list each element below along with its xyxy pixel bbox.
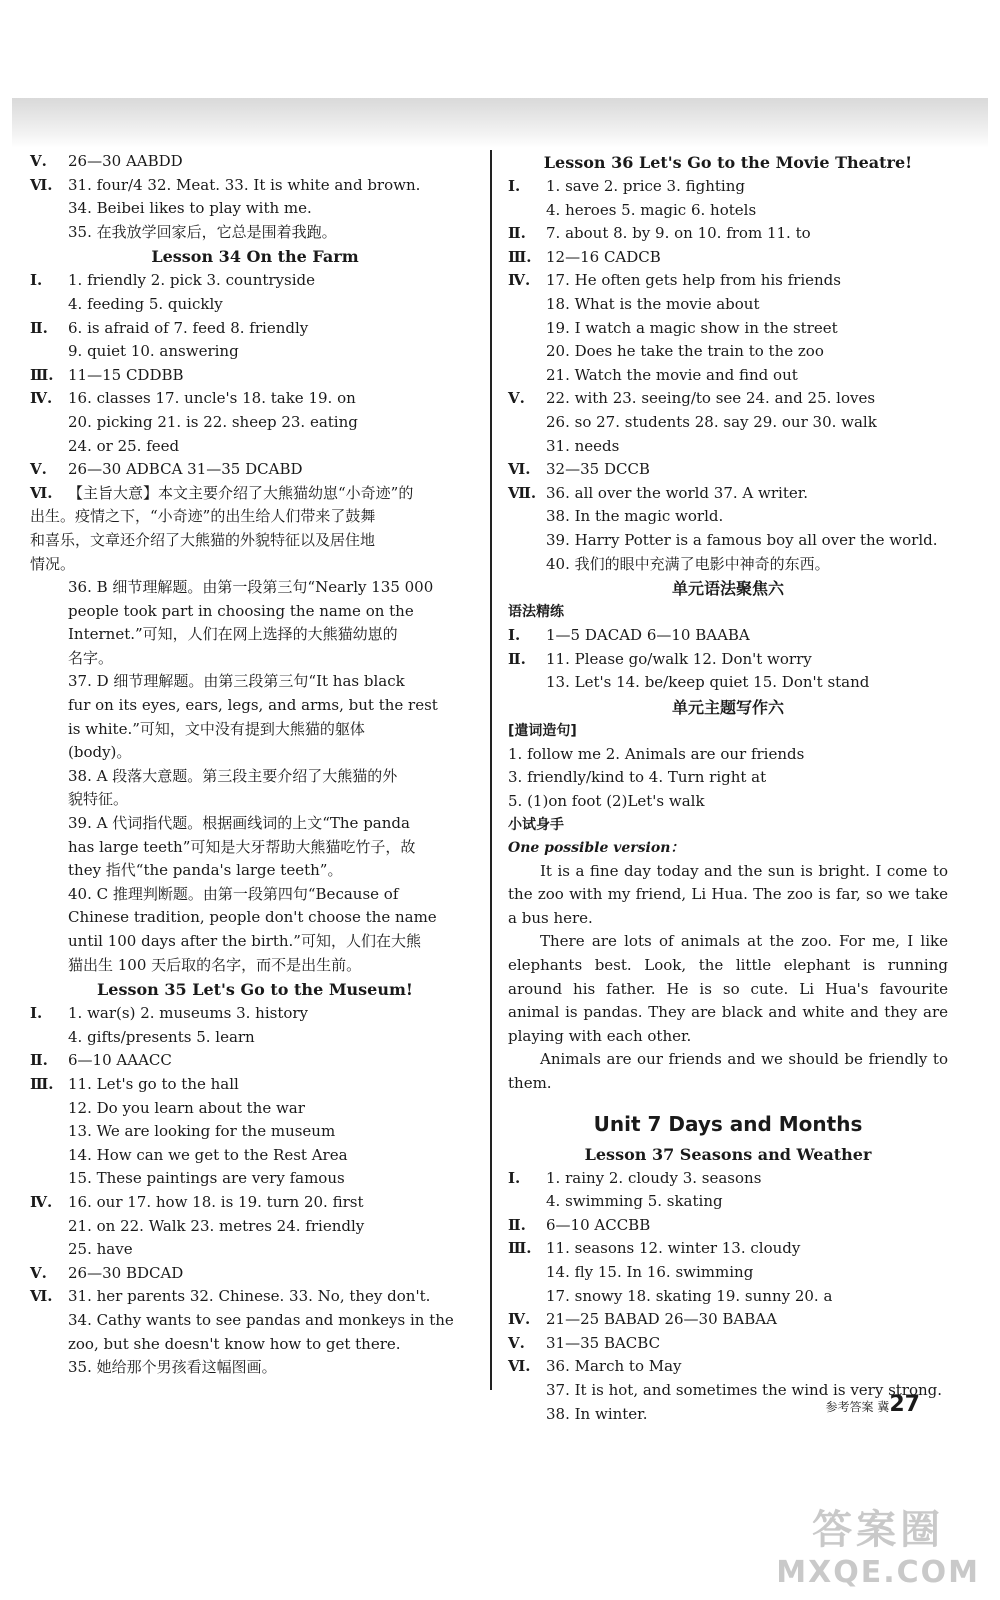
answer-line: 4. gifts/presents 5. learn: [68, 1027, 255, 1046]
answer-line: [30, 1262, 480, 1286]
answer-line: [30, 1191, 480, 1215]
answer-text: 11—15 CDDBB: [68, 365, 184, 384]
answer-line: 37. It is hot, and sometimes the wind is very strong.: [546, 1380, 943, 1399]
question-number: Ⅳ.: [508, 1310, 531, 1329]
scan-top-band: [12, 98, 988, 148]
answer-line: 猫出生 100 天后取的名字，而不是出生前。: [68, 955, 362, 974]
answer-line: 1. follow me 2. Animals are our friends: [508, 744, 805, 763]
answer-line: 5. (1)on foot (2)Let's walk: [508, 792, 705, 811]
answer-line: fur on its eyes, ears, legs, and arms, but the rest: [68, 696, 438, 715]
version-heading: One possible version：: [508, 839, 685, 856]
left-column: [30, 150, 480, 1380]
question-number: Ⅲ.: [508, 247, 532, 266]
answer-line: [508, 1332, 948, 1356]
answer-line: 20. Does he take the train to the zoo: [546, 342, 824, 361]
answer-text: 31. her parents 32. Chinese. 33. No, they don't.: [68, 1287, 431, 1306]
answer-line: 名字。: [68, 648, 114, 667]
answer-line: 12. Do you learn about the war: [68, 1098, 305, 1117]
question-number: Ⅴ.: [508, 389, 525, 408]
answer-line: [30, 1285, 480, 1309]
answer-line: people took part in choosing the name on the: [68, 601, 414, 620]
question-number: Ⅱ.: [508, 649, 526, 668]
answer-text: 1. save 2. price 3. fighting: [546, 177, 745, 195]
unit-title: Unit 7 Days and Months: [593, 1111, 863, 1136]
lesson-title: 单元主题写作六: [671, 697, 784, 717]
answer-text: 32—35 DCCB: [546, 460, 650, 479]
answer-text: 26—30 AABDD: [68, 152, 183, 170]
answer-line: 40. C 推理判断题。由第一段第四句“Because of: [68, 884, 399, 903]
answer-text: 1. war(s) 2. museums 3. history: [68, 1004, 309, 1023]
answer-line: 31. needs: [546, 436, 620, 455]
answer-text: 1. friendly 2. pick 3. countryside: [68, 271, 315, 290]
essay-text: There are lots of animals at the zoo. For me, I like elephants best. Look, the little elephant is running around his father. He is so cute. Li Hua's favourite animal is pandas. They are black and white and they are playing with each other.: [508, 932, 948, 1045]
lesson-title: Lesson 34 On the Farm: [151, 247, 359, 267]
answer-line: [508, 648, 948, 672]
essay-paragraph: [508, 1048, 948, 1095]
lesson-title: Lesson 37 Seasons and Weather: [584, 1144, 872, 1164]
answer-line: 35. 她给那个男孩看这幅图画。: [68, 1358, 277, 1377]
answer-line: [508, 624, 948, 648]
answer-text: 31. four/4 32. Meat. 33. It is white and brown.: [68, 175, 421, 194]
question-number: Ⅴ.: [30, 1263, 47, 1282]
question-number: Ⅱ.: [508, 224, 526, 243]
lesson-title: 单元语法聚焦六: [671, 579, 784, 599]
answer-line: 38. In winter.: [546, 1404, 648, 1423]
question-number: Ⅱ.: [30, 318, 48, 337]
answer-line: 和喜乐，文章还介绍了大熊猫的外貌特征以及居住地: [30, 530, 376, 549]
answer-text: 11. Let's go to the hall: [68, 1074, 239, 1093]
answer-line: 34. Cathy wants to see pandas and monkeys in the: [68, 1310, 454, 1329]
answer-line: 26. so 27. students 28. say 29. our 30. walk: [546, 412, 877, 431]
answer-line: 18. What is the movie about: [546, 294, 760, 313]
lesson-title: Lesson 36 Let's Go to the Movie Theatre!: [543, 153, 913, 172]
answer-line: [30, 387, 480, 411]
question-number: Ⅳ.: [30, 389, 53, 408]
answer-line: 19. I watch a magic show in the street: [546, 318, 838, 337]
answer-line: 40. 我们的眼中充满了电影中神奇的东西。: [546, 554, 830, 573]
question-number: Ⅴ.: [30, 152, 47, 170]
answer-line: [30, 174, 480, 198]
answer-line: [30, 1002, 480, 1026]
answer-line: [508, 482, 948, 506]
answer-text: 1. rainy 2. cloudy 3. seasons: [546, 1168, 762, 1187]
answer-text: 21—25 BABAD 26—30 BABAA: [546, 1310, 777, 1329]
essay-text: Animals are our friends and we should be friendly to them.: [508, 1050, 948, 1092]
answer-line: 貌特征。: [68, 790, 129, 809]
answer-line: [30, 458, 480, 482]
answer-text: 6—10 AAACC: [68, 1051, 172, 1070]
essay-text: It is a fine day today and the sun is bright. I come to the zoo with my friend, Li Hua. The zoo is far, so we take a bus here.: [508, 861, 948, 927]
question-number: Ⅵ.: [30, 483, 53, 502]
question-number: Ⅱ.: [30, 1051, 48, 1070]
answer-text: 17. He often gets help from his friends: [546, 271, 841, 290]
answer-text: 36. March to May: [546, 1357, 682, 1376]
answer-line: 25. have: [68, 1240, 133, 1259]
question-number: Ⅶ.: [508, 483, 537, 502]
answer-text: 11. Please go/walk 12. Don't worry: [546, 649, 812, 668]
answer-line: [508, 222, 948, 246]
question-number: Ⅳ.: [508, 271, 531, 290]
answer-line: 34. Beibei likes to play with me.: [68, 199, 312, 218]
answer-line: 4. heroes 5. magic 6. hotels: [546, 200, 757, 219]
footer-prefix: 冀: [877, 1400, 890, 1414]
right-column: [508, 150, 948, 1426]
answer-line: 35. 在我放学回家后，它总是围着我跑。: [68, 222, 337, 241]
answer-text: 6. is afraid of 7. feed 8. friendly: [68, 318, 309, 337]
answer-line: until 100 days after the birth.”可知，人们在大熊: [68, 932, 421, 950]
question-number: Ⅳ.: [30, 1192, 53, 1211]
answer-text: 【主旨大意】本文主要介绍了大熊猫幼崽“小奇迹”的: [68, 483, 414, 502]
answer-line: [508, 1308, 948, 1332]
watermark-url: MXQE.COM: [776, 1555, 980, 1590]
answer-text: 16. classes 17. uncle's 18. take 19. on: [68, 389, 356, 408]
answer-line: [30, 317, 480, 341]
answer-line: [508, 175, 948, 199]
answer-line: [508, 269, 948, 293]
answer-text: 16. our 17. how 18. is 19. turn 20. first: [68, 1192, 364, 1211]
answer-line: 13. We are looking for the museum: [68, 1122, 336, 1141]
answer-line: 24. or 25. feed: [68, 436, 180, 455]
question-number: Ⅵ.: [30, 175, 53, 194]
watermark-logo: 答案圈: [812, 1507, 945, 1553]
page-number: 27: [889, 1392, 920, 1417]
answer-text: 7. about 8. by 9. on 10. from 11. to: [546, 224, 811, 243]
answer-line: [30, 364, 480, 388]
question-number: Ⅱ.: [508, 1215, 526, 1234]
answer-line: 13. Let's 14. be/keep quiet 15. Don't stand: [546, 673, 870, 692]
question-number: Ⅴ.: [508, 1333, 525, 1352]
answer-line: 14. fly 15. In 16. swimming: [546, 1262, 754, 1281]
section-heading: [遣词造句]: [508, 722, 577, 739]
essay-paragraph: [508, 930, 948, 1048]
answer-line: 38. A 段落大意题。第三段主要介绍了大熊猫的外: [68, 766, 398, 785]
column-divider: [490, 150, 492, 1390]
answer-text: 22. with 23. seeing/to see 24. and 25. loves: [546, 389, 876, 408]
question-number: Ⅴ.: [30, 460, 47, 479]
site-watermark: [776, 1498, 980, 1590]
question-number: Ⅲ.: [30, 365, 54, 384]
answer-line: [30, 482, 480, 506]
question-number: Ⅲ.: [30, 1074, 54, 1093]
answer-line: 37. D 细节理解题。由第三段第三句“It has black: [68, 672, 405, 691]
answer-line: (body)。: [68, 743, 132, 762]
answer-line: 39. Harry Potter is a famous boy all over the world.: [546, 530, 938, 549]
answer-line: [30, 269, 480, 293]
answer-text: 26—30 ADBCA 31—35 DCABD: [68, 460, 303, 479]
page-footer: [826, 1392, 920, 1417]
question-number: Ⅰ.: [30, 1004, 43, 1023]
answer-line: they 指代“the panda's large teeth”。: [68, 861, 343, 880]
answer-line: [30, 1073, 480, 1097]
answer-line: 21. on 22. Walk 23. metres 24. friendly: [68, 1216, 365, 1235]
question-number: Ⅵ.: [30, 1287, 53, 1306]
lesson-title: Lesson 35 Let's Go to the Museum!: [97, 980, 413, 1000]
answer-line: [30, 1049, 480, 1073]
footer-label: 参考答案: [825, 1400, 874, 1414]
section-heading: 小试身手: [508, 816, 564, 833]
answer-line: is white.”可知，文中没有提到大熊猫的躯体: [68, 719, 365, 738]
answer-line: 情况。: [30, 554, 76, 573]
answer-line: 9. quiet 10. answering: [68, 342, 239, 361]
answer-line: 出生。疫情之下，“小奇迹”的出生给人们带来了鼓舞: [30, 507, 376, 526]
answer-text: 26—30 BDCAD: [68, 1263, 184, 1282]
answer-text: 11. seasons 12. winter 13. cloudy: [546, 1239, 801, 1258]
answer-line: zoo, but she doesn't know how to get there.: [68, 1334, 401, 1353]
answer-line: 38. In the magic world.: [546, 507, 724, 526]
answer-line: [508, 387, 948, 411]
answer-text: 1—5 DACAD 6—10 BAABA: [546, 626, 750, 645]
answer-line: Chinese tradition, people don't choose the name: [68, 908, 437, 927]
answer-line: [30, 150, 480, 174]
answer-line: [508, 1355, 948, 1379]
answer-line: [508, 1214, 948, 1238]
answer-text: 31—35 BACBC: [546, 1333, 661, 1352]
answer-text: 6—10 ACCBB: [546, 1215, 651, 1234]
answer-line: [508, 1167, 948, 1191]
question-number: Ⅰ.: [30, 271, 43, 290]
answer-line: 4. swimming 5. skating: [546, 1192, 723, 1211]
answer-line: 39. A 代词指代题。根据画线词的上文“The panda: [68, 814, 410, 833]
answer-line: [508, 1237, 948, 1261]
question-number: Ⅰ.: [508, 1168, 521, 1187]
answer-line: 20. picking 21. is 22. sheep 23. eating: [68, 412, 358, 431]
answer-line: 15. These paintings are very famous: [68, 1169, 345, 1188]
essay-paragraph: [508, 860, 948, 931]
answer-text: 36. all over the world 37. A writer.: [546, 483, 809, 502]
answer-line: [508, 246, 948, 270]
answer-line: 36. B 细节理解题。由第一段第三句“Nearly 135 000: [68, 578, 434, 597]
answer-line: 14. How can we get to the Rest Area: [68, 1145, 348, 1164]
section-heading: 语法精练: [508, 604, 564, 621]
answer-line: 21. Watch the movie and find out: [546, 365, 798, 384]
answer-line: has large teeth”可知是大牙帮助大熊猫吃竹子，故: [68, 837, 416, 856]
answer-line: [508, 458, 948, 482]
question-number: Ⅰ.: [508, 626, 521, 645]
question-number: Ⅵ.: [508, 1357, 531, 1376]
answer-text: 12—16 CADCB: [546, 247, 661, 266]
question-number: Ⅰ.: [508, 177, 521, 195]
answer-line: 4. feeding 5. quickly: [68, 294, 223, 313]
answer-line: 3. friendly/kind to 4. Turn right at: [508, 768, 767, 787]
question-number: Ⅲ.: [508, 1239, 532, 1258]
question-number: Ⅵ.: [508, 460, 531, 479]
answer-line: 17. snowy 18. skating 19. sunny 20. a: [546, 1286, 833, 1305]
answer-line: Internet.”可知，人们在网上选择的大熊猫幼崽的: [68, 625, 398, 644]
